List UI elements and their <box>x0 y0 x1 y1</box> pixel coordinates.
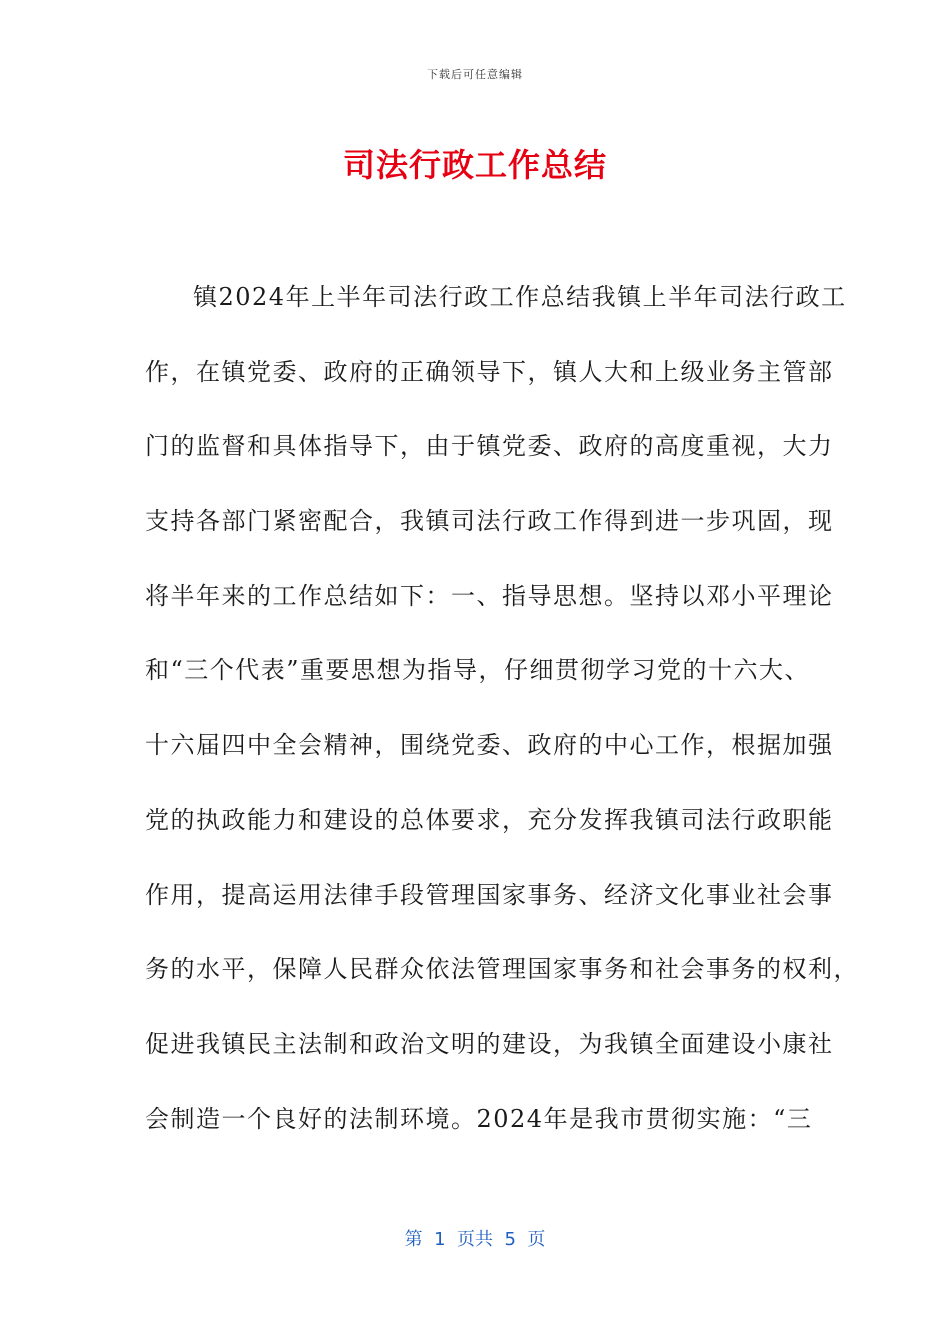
body-line: 门的监督和具体指导下，由于镇党委、政府的高度重视，大力 <box>145 432 834 461</box>
body-line: 务的水平，保障人民群众依法管理国家事务和社会事务的权利， <box>145 955 859 984</box>
document-title: 司法行政工作总结 <box>342 146 607 184</box>
body-line: 党的执政能力和建设的总体要求，充分发挥我镇司法行政职能 <box>145 805 834 834</box>
body-line: 作，在镇党委、政府的正确领导下，镇人大和上级业务主管部 <box>145 357 834 386</box>
header-note: 下载后可任意编辑 <box>427 68 523 81</box>
body-line: 促进我镇民主法制和政治文明的建设，为我镇全面建设小康社 <box>145 1029 834 1058</box>
body-line: 将半年来的工作总结如下：一、指导思想。坚持以邓小平理论 <box>145 581 834 610</box>
page-number-footer: 第 1 页共 5 页 <box>404 1229 546 1250</box>
body-line: 镇2024年上半年司法行政工作总结我镇上半年司法行政工 <box>193 283 847 311</box>
body-line: 会制造一个良好的法制环境。2024年是我市贯彻实施：“三 <box>145 1104 813 1133</box>
body-line: 和“三个代表”重要思想为指导，仔细贯彻学习党的十六大、 <box>145 656 811 685</box>
body-line: 作用，提高运用法律手段管理国家事务、经济文化事业社会事 <box>145 880 834 909</box>
document-body <box>145 275 859 1171</box>
body-line: 十六届四中全会精神，围绕党委、政府的中心工作，根据加强 <box>145 731 834 760</box>
body-line: 支持各部门紧密配合，我镇司法行政工作得到进一步巩固，现 <box>145 507 834 536</box>
